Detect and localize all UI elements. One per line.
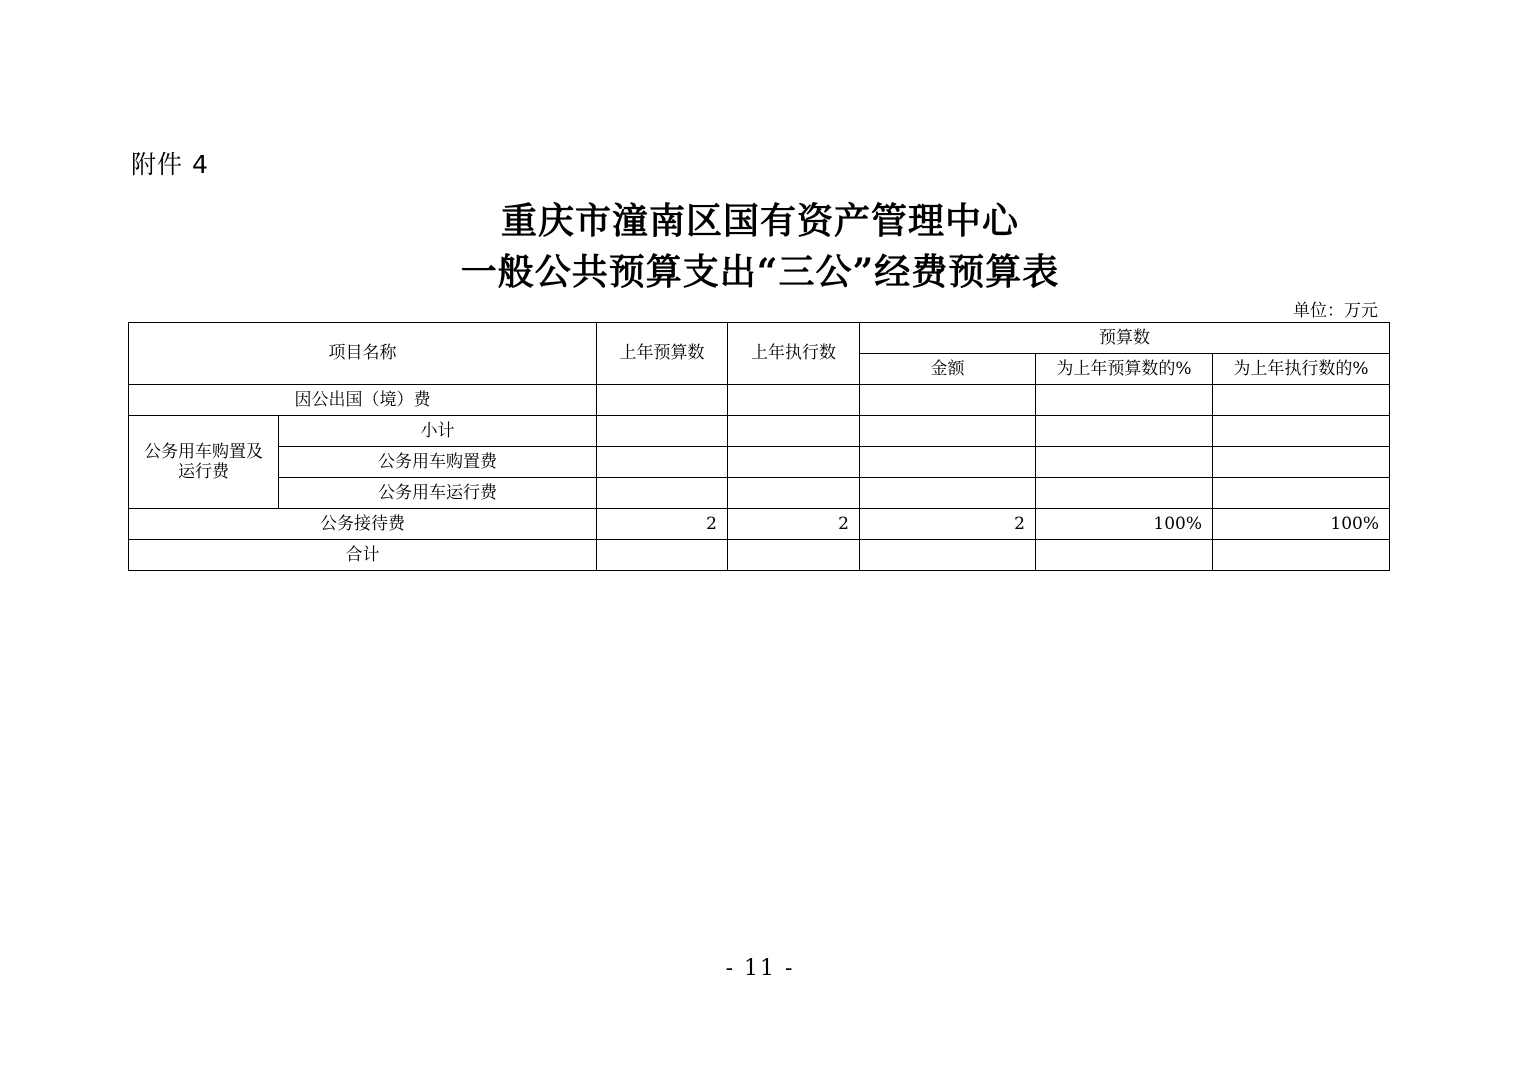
row-label: 小计 — [279, 416, 597, 447]
header-budget: 预算数 — [860, 323, 1390, 354]
document-title-line2: 一般公共预算支出“三公”经费预算表 — [460, 251, 1060, 293]
cell-last-year-actual — [728, 416, 860, 447]
header-last-year-budget: 上年预算数 — [597, 323, 728, 385]
cell-pct-of-last-budget — [1036, 540, 1213, 571]
cell-amount — [860, 540, 1036, 571]
cell-last-year-actual — [728, 478, 860, 509]
cell-pct-of-last-budget — [1036, 478, 1213, 509]
table-row-reception — [129, 509, 1390, 540]
cell-pct-of-last-actual — [1213, 478, 1390, 509]
cell-amount — [860, 416, 1036, 447]
cell-last-year-budget — [597, 478, 728, 509]
cell-amount — [860, 478, 1036, 509]
cell-last-year-actual — [728, 540, 860, 571]
cell-pct-of-last-budget — [1036, 416, 1213, 447]
budget-table — [128, 322, 1390, 571]
cell-pct-of-last-budget — [1036, 447, 1213, 478]
table-row-total — [129, 540, 1390, 571]
header-pct-of-last-actual: 为上年执行数的% — [1213, 354, 1390, 385]
page-number: - 11 - — [725, 956, 795, 981]
header-row-1 — [129, 323, 1390, 354]
cell-pct-of-last-actual: 100% — [1213, 509, 1390, 540]
cell-last-year-actual: 2 — [728, 509, 860, 540]
cell-amount — [860, 385, 1036, 416]
row-label: 公务用车运行费 — [279, 478, 597, 509]
table-row-vehicle-subtotal — [129, 416, 1390, 447]
cell-amount: 2 — [860, 509, 1036, 540]
cell-pct-of-last-budget — [1036, 385, 1213, 416]
cell-last-year-budget: 2 — [597, 509, 728, 540]
row-group-label-vehicle: 公务用车购置及运行费 — [129, 416, 279, 509]
unit-label: 单位：万元 — [1293, 301, 1378, 321]
table-row-vehicle-operation — [129, 478, 1390, 509]
header-last-year-actual: 上年执行数 — [728, 323, 860, 385]
cell-amount — [860, 447, 1036, 478]
cell-last-year-actual — [728, 385, 860, 416]
cell-pct-of-last-actual — [1213, 540, 1390, 571]
row-label: 公务用车购置费 — [279, 447, 597, 478]
cell-last-year-budget — [597, 416, 728, 447]
cell-pct-of-last-actual — [1213, 416, 1390, 447]
cell-last-year-budget — [597, 540, 728, 571]
document-title-line1: 重庆市潼南区国有资产管理中心 — [500, 200, 1019, 242]
row-label: 公务接待费 — [129, 509, 597, 540]
cell-pct-of-last-budget: 100% — [1036, 509, 1213, 540]
row-label: 合计 — [129, 540, 597, 571]
attachment-label: 附件 4 — [131, 150, 209, 179]
table-row-overseas — [129, 385, 1390, 416]
cell-last-year-budget — [597, 447, 728, 478]
cell-last-year-budget — [597, 385, 728, 416]
cell-pct-of-last-actual — [1213, 447, 1390, 478]
cell-last-year-actual — [728, 447, 860, 478]
table-row-vehicle-purchase — [129, 447, 1390, 478]
cell-pct-of-last-actual — [1213, 385, 1390, 416]
header-item-name: 项目名称 — [129, 323, 597, 385]
header-amount: 金额 — [860, 354, 1036, 385]
row-label: 因公出国（境）费 — [129, 385, 597, 416]
header-pct-of-last-budget: 为上年预算数的% — [1036, 354, 1213, 385]
